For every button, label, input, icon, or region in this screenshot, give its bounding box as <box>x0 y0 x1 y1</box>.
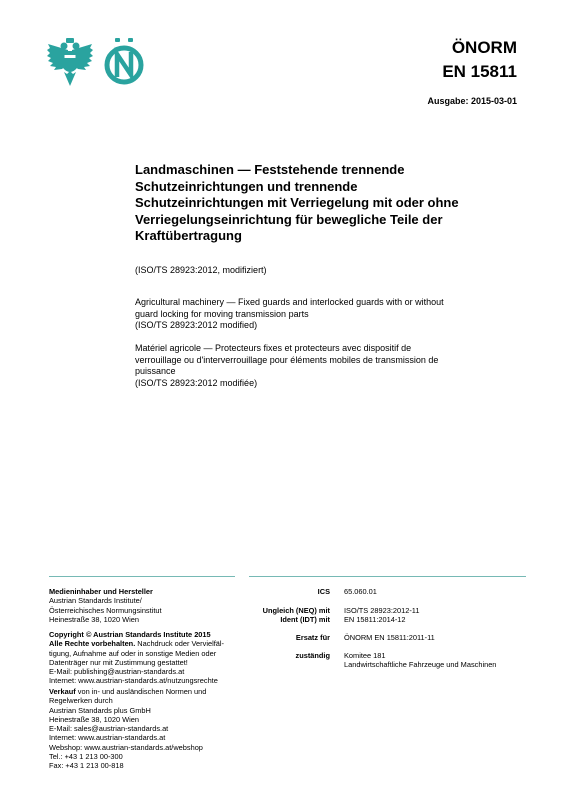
relation-label <box>210 606 330 625</box>
rights-line: Datenträger nur mit Zustimmung gestattet! <box>49 657 188 667</box>
imprint-copyright <box>49 630 234 686</box>
relation-label-line: Ungleich (NEQ) mit <box>262 606 330 615</box>
reference-english: (ISO/TS 28923:2012 modified) <box>135 320 258 330</box>
issue-date: Ausgabe: 2015-03-01 <box>427 96 517 106</box>
divider-left <box>49 576 235 577</box>
title-line: Landmaschinen — Feststehende trennende <box>135 162 405 177</box>
owner-heading: Medieninhaber und Hersteller <box>49 587 153 596</box>
sales-line: Webshop: www.austrian-standards.at/webshop <box>49 742 203 752</box>
austrian-eagle-icon <box>46 38 94 88</box>
rights-line: E-Mail: publishing@austrian-standards.at <box>49 667 185 677</box>
rights-line <box>49 639 234 648</box>
responsible-value <box>344 651 524 670</box>
rights-line: Internet: www.austrian-standards.at/nutzungsrechte <box>49 676 218 686</box>
relation-value <box>344 606 524 625</box>
title-line: Schutzeinrichtungen mit Verriegelung mit oder ohne <box>135 195 459 210</box>
title-line: Agricultural machinery — Fixed guards and interlocked guards with or without <box>135 297 444 307</box>
onorm-logo-icon <box>104 38 144 88</box>
title-line: Verriegelungseinrichtung für bewegliche Teile der <box>135 211 443 227</box>
responsible-label: zuständig <box>295 651 330 660</box>
imprint-owner <box>49 587 234 624</box>
relation-value-line: ISO/TS 28923:2012-11 <box>344 606 420 615</box>
sales-line: Fax: +43 1 213 00-818 <box>49 761 124 771</box>
title-french <box>135 343 475 378</box>
replaces-value: ÖNORM EN 15811:2011-11 <box>344 633 435 642</box>
sales-line: Heinestraße 38, 1020 Wien <box>49 714 139 724</box>
owner-line: Heinestraße 38, 1020 Wien <box>49 614 139 624</box>
relation-value-line: EN 15811:2014-12 <box>344 615 406 625</box>
rights-bold: Alle Rechte vorbehalten. <box>49 639 136 649</box>
title-line: puissance <box>135 366 176 376</box>
title-line: Kraftübertragung <box>135 228 242 243</box>
rights-text: Nachdruck oder Vervielfäl- <box>135 639 224 649</box>
responsible-line: Komitee 181 <box>344 651 386 660</box>
reference-german: (ISO/TS 28923:2012, modifiziert) <box>135 265 267 275</box>
title-line: Matériel agricole — Protecteurs fixes et protecteurs avec dispositif de <box>135 343 412 353</box>
sales-line: Tel.: +43 1 213 00-300 <box>49 752 123 762</box>
title-line: Schutzeinrichtungen und trennende <box>135 178 358 194</box>
standard-name: ÖNORM <box>451 38 517 57</box>
sales-line: Austrian Standards plus GmbH <box>49 705 151 715</box>
title-english <box>135 297 475 320</box>
copyright-heading: Copyright © Austrian Standards Institute 2015 <box>49 630 211 639</box>
sales-line <box>49 687 234 696</box>
responsible-line: Landwirtschaftliche Fahrzeuge und Maschinen <box>344 660 497 670</box>
replaces-label: Ersatz für <box>295 633 330 642</box>
rights-line: tigung, Aufnahme auf oder in sonstige Medien oder <box>49 648 217 658</box>
sales-line: Internet: www.austrian-standards.at <box>49 733 166 743</box>
divider-right <box>249 576 526 577</box>
imprint-sales <box>49 687 234 771</box>
ics-label: ICS <box>317 587 330 596</box>
owner-line: Österreichisches Normungsinstitut <box>49 605 162 615</box>
sales-text: von in- und ausländischen Normen und <box>75 687 207 696</box>
title-german <box>135 162 465 245</box>
title-line: guard locking for moving transmission parts <box>135 308 309 319</box>
ics-value: 65.060.01 <box>344 587 377 596</box>
owner-line: Austrian Standards Institute/ <box>49 596 142 606</box>
title-line: verrouillage ou d'interverrouillage pour éléments mobiles de transmission de <box>135 354 439 365</box>
sales-line: Regelwerken durch <box>49 696 113 706</box>
reference-french: (ISO/TS 28923:2012 modifiée) <box>135 378 258 388</box>
sales-line: E-Mail: sales@austrian-standards.at <box>49 724 169 734</box>
relation-label-line: Ident (IDT) mit <box>280 615 330 625</box>
sales-bold: Verkauf <box>49 687 76 696</box>
standard-number: EN 15811 <box>442 62 517 81</box>
